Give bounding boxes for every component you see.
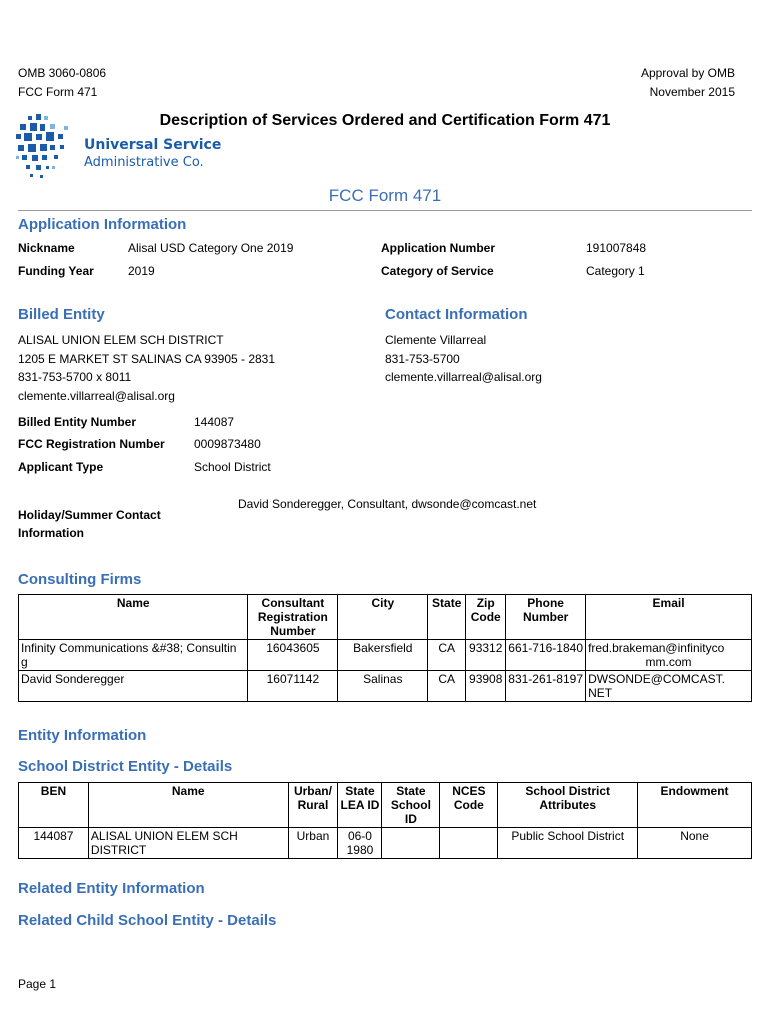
category-label: Category of Service — [381, 264, 494, 278]
billed-entity-email: clemente.villarreal@alisal.org — [18, 388, 175, 403]
omb-approval: Approval by OMB — [640, 66, 735, 80]
firm-zip: 93312 — [466, 640, 506, 671]
frn-label: FCC Registration Number — [18, 437, 165, 451]
contact-phone: 831-753-5700 — [385, 351, 460, 366]
divider — [18, 210, 752, 211]
col-state: State — [428, 595, 466, 640]
consulting-firms-table — [18, 594, 752, 702]
firm-crn: 16071142 — [248, 671, 338, 702]
col-consultant-registration: Consultant Registration Number — [248, 595, 338, 640]
application-number-label: Application Number — [381, 241, 496, 255]
school-district-heading: School District Entity - Details — [18, 758, 233, 775]
firm-state: CA — [428, 671, 466, 702]
applicant-type-value: School District — [194, 460, 271, 474]
form-number: FCC Form 471 — [18, 85, 98, 99]
firm-crn: 16043605 — [248, 640, 338, 671]
approval-date: November 2015 — [649, 85, 735, 99]
logo-line-2: Administrative Co. — [84, 155, 204, 170]
page-number: Page 1 — [18, 977, 57, 991]
entity-school-id — [382, 828, 440, 859]
contact-name: Clemente Villarreal — [385, 333, 487, 347]
omb-number: OMB 3060-0806 — [18, 66, 107, 80]
firm-city: Bakersfield — [338, 640, 428, 671]
col-phone: Phone Number — [506, 595, 586, 640]
firm-city: Salinas — [338, 671, 428, 702]
firm-name: Infinity Communications &#38; Consultin g — [19, 640, 248, 671]
holiday-contact-label — [18, 506, 161, 542]
nickname-value: Alisal USD Category One 2019 — [128, 241, 294, 255]
holiday-label-line-2: Information — [18, 526, 84, 540]
header-right — [641, 64, 735, 102]
billed-entity-heading: Billed Entity — [18, 306, 105, 323]
entity-endowment: None — [638, 828, 752, 859]
contact-block — [385, 331, 542, 387]
school-district-table — [18, 782, 752, 859]
applicant-type-label: Applicant Type — [18, 460, 104, 474]
entity-attributes: Public School District — [498, 828, 638, 859]
col-name: Name — [19, 595, 248, 640]
table-row — [19, 640, 752, 671]
entity-name: ALISAL UNION ELEM SCH DISTRICT — [88, 828, 288, 859]
document-title: Description of Services Ordered and Certification Form 471 — [159, 112, 611, 129]
col-state-school-id: State School ID — [382, 783, 440, 828]
contact-email: clemente.villarreal@alisal.org — [385, 370, 542, 384]
billed-entity-phone: 831-753-5700 x 8011 — [18, 370, 132, 384]
firm-zip: 93908 — [466, 671, 506, 702]
table-header-row — [19, 783, 752, 828]
col-city: City — [338, 595, 428, 640]
ben-label: Billed Entity Number — [18, 415, 137, 429]
firm-state: CA — [428, 640, 466, 671]
frn-value: 0009873480 — [194, 437, 261, 451]
col-email: Email — [586, 595, 752, 640]
billed-entity-address-block — [18, 331, 275, 405]
col-nces-code: NCES Code — [440, 783, 498, 828]
firm-email: DWSONDE@COMCAST. NET — [586, 671, 752, 702]
entity-information-heading: Entity Information — [18, 727, 147, 744]
col-ben: BEN — [19, 783, 89, 828]
holiday-contact-value: David Sonderegger, Consultant, dwsonde@comcast.net — [238, 497, 537, 511]
header-left — [18, 64, 106, 102]
related-child-heading: Related Child School Entity - Details — [18, 912, 277, 929]
firm-phone: 831-261-8197 — [506, 671, 586, 702]
category-value: Category 1 — [586, 264, 645, 278]
col-zip: Zip Code — [466, 595, 506, 640]
table-header-row — [19, 595, 752, 640]
application-information-heading: Application Information — [18, 216, 187, 233]
col-endowment: Endowment — [638, 783, 752, 828]
entity-lea-id: 06-0 1980 — [338, 828, 382, 859]
billed-entity-name: ALISAL UNION ELEM SCH DISTRICT — [18, 333, 224, 347]
firm-name: David Sonderegger — [19, 671, 248, 702]
consulting-firms-heading: Consulting Firms — [18, 571, 142, 588]
funding-year-label: Funding Year — [18, 264, 94, 278]
related-entity-heading: Related Entity Information — [18, 880, 205, 897]
funding-year-value: 2019 — [128, 264, 155, 278]
table-row — [19, 671, 752, 702]
col-urban-rural: Urban/ Rural — [288, 783, 338, 828]
entity-ben: 144087 — [19, 828, 89, 859]
col-name: Name — [88, 783, 288, 828]
firm-phone: 661-716-1840 — [506, 640, 586, 671]
billed-entity-address: 1205 E MARKET ST SALINAS CA 93905 - 2831 — [18, 351, 276, 366]
table-row — [19, 828, 752, 859]
holiday-label-line-1: Holiday/Summer Contact — [18, 508, 161, 522]
logo-line-1: Universal Service — [84, 137, 222, 153]
col-state-lea-id: State LEA ID — [338, 783, 382, 828]
entity-nces-code — [440, 828, 498, 859]
nickname-label: Nickname — [18, 241, 75, 255]
entity-urban-rural: Urban — [288, 828, 338, 859]
col-attributes: School District Attributes — [498, 783, 638, 828]
application-number-value: 191007848 — [586, 241, 647, 255]
ben-value: 144087 — [194, 415, 235, 429]
form-title: FCC Form 471 — [328, 186, 442, 205]
contact-information-heading: Contact Information — [385, 306, 528, 323]
firm-email: fred.brakeman@infinityco mm.com — [586, 640, 752, 671]
